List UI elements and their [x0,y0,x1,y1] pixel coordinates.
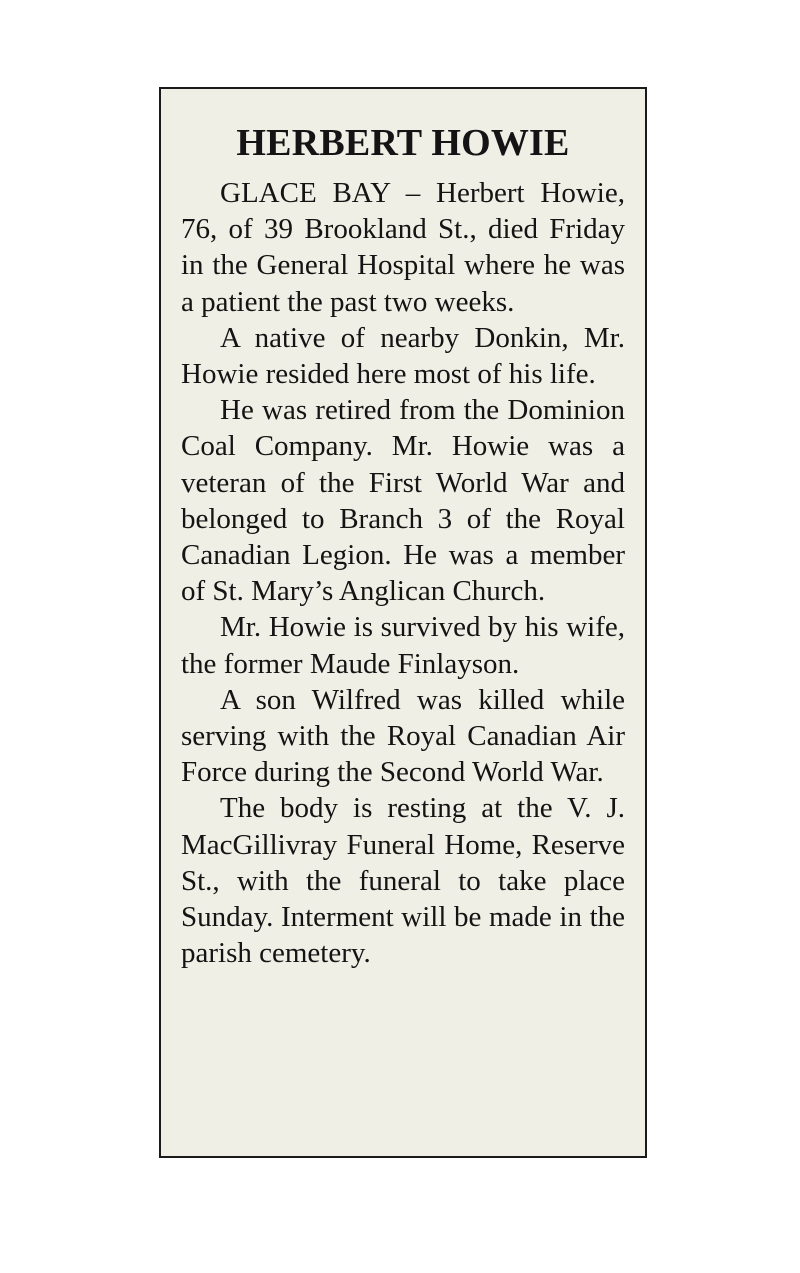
obituary-paragraph: Mr. Howie is survived by his wife, the former Maude Finlayson. [181,611,625,680]
obituary-paragraph: A native of nearby Donkin, Mr. Howie resided here most of his life. [181,321,625,391]
obituary-paragraph: He was retired from the Dominion Coal Company. Mr. Howie was a veteran of the First World War and belonged to Branch 3 of the Royal Canadian Legion. He was a member of St. Mary’s Anglican Church. [181,394,625,608]
obituary-paragraph: A son Wilfred was killed while serving with the Royal Canadian Air Force during the Second World War. [181,683,625,789]
obituary-clipping [159,87,647,1158]
obituary-paragraph: GLACE BAY – Herbert Howie, 76, of 39 Brookland St., died Friday in the General Hospital where he was a patient the past two weeks. [181,177,625,318]
obituary-headline: HERBERT HOWIE [236,122,570,164]
obituary-paragraph: The body is resting at the V. J. MacGillivray Funeral Home, Reserve St., with the funeral to take place Sunday. Interment will be made in the parish cemetery. [181,792,625,970]
